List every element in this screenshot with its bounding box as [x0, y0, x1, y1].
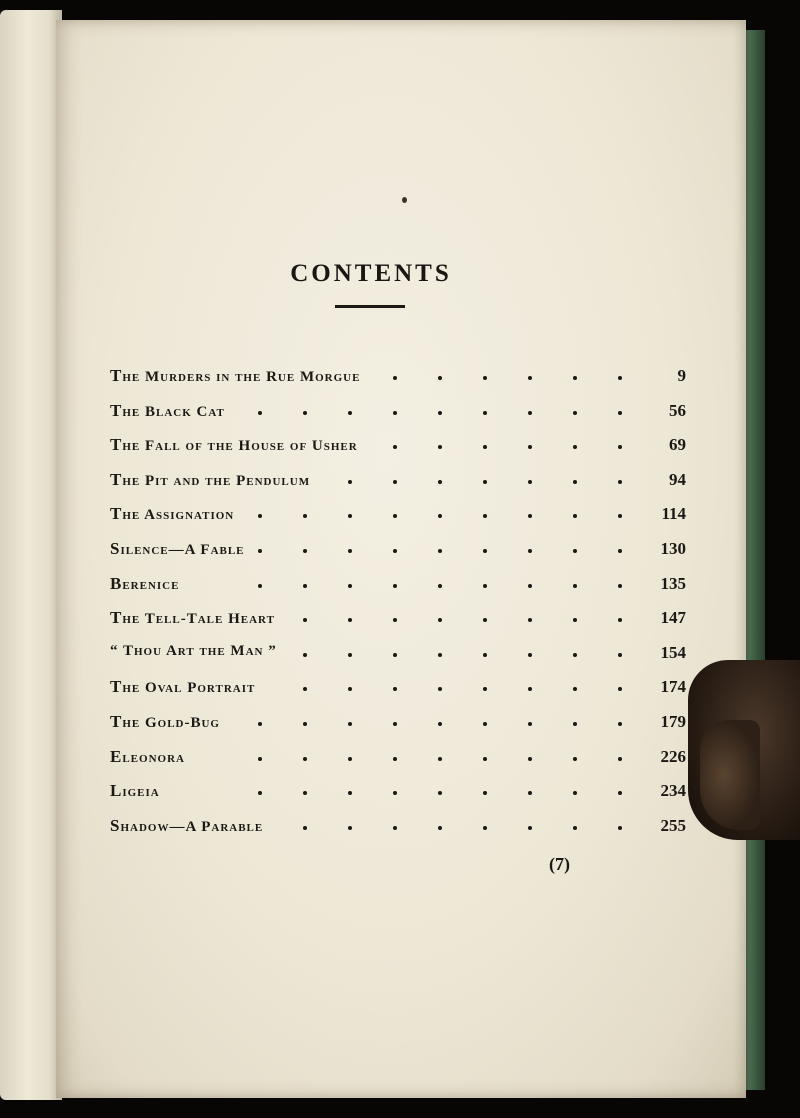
leader-dot — [258, 549, 262, 553]
leader-dot — [573, 514, 577, 518]
leader-dot — [618, 445, 622, 449]
leader-dot — [528, 480, 532, 484]
leader-dot — [573, 549, 577, 553]
leader-dot — [573, 376, 577, 380]
leader-dot — [438, 791, 442, 795]
leader-dot — [483, 411, 487, 415]
leader-dot — [618, 757, 622, 761]
leader-dot — [618, 411, 622, 415]
leader-dot — [618, 687, 622, 691]
entry-page: 114 — [661, 504, 686, 524]
leader-dot — [303, 653, 307, 657]
entry-page: 226 — [660, 746, 686, 766]
page-folio: (7) — [549, 854, 570, 874]
leader-dot — [348, 514, 352, 518]
entry-title: Ligeia — [110, 781, 160, 801]
leader-dot — [348, 722, 352, 726]
leader-dot — [528, 549, 532, 553]
leader-dot — [258, 791, 262, 795]
leader-dot — [528, 514, 532, 518]
leader-dot — [348, 826, 352, 830]
leader-dot — [393, 687, 397, 691]
ink-speck — [402, 197, 407, 203]
entry-page: 56 — [669, 400, 686, 420]
leader-dot — [618, 722, 622, 726]
leader-dot — [438, 445, 442, 449]
leader-dot — [393, 514, 397, 518]
leader-dot — [303, 618, 307, 622]
leader-dot — [258, 757, 262, 761]
leader-dot — [393, 722, 397, 726]
leader-dot — [438, 653, 442, 657]
entry-title: Silence—A Fable — [110, 538, 245, 558]
leader-dot — [348, 653, 352, 657]
leader-dot — [258, 584, 262, 588]
entry-title: Berenice — [110, 573, 180, 593]
leader-dot — [438, 376, 442, 380]
leader-dot — [618, 791, 622, 795]
toc-entry — [110, 393, 686, 428]
entry-page: 9 — [677, 366, 686, 385]
leader-dot — [528, 722, 532, 726]
leader-dot — [393, 376, 397, 380]
leader-dot — [258, 411, 262, 415]
leader-dot — [348, 480, 352, 484]
leader-dot — [393, 653, 397, 657]
toc-entry — [110, 358, 686, 393]
leader-dot — [303, 826, 307, 830]
toc-entry — [110, 704, 686, 739]
leader-dot — [573, 653, 577, 657]
leader-dot — [618, 826, 622, 830]
leader-dot — [348, 618, 352, 622]
toc-entry — [110, 739, 686, 774]
leader-dot — [393, 757, 397, 761]
leader-dot — [303, 514, 307, 518]
toc-entry — [110, 427, 686, 462]
leader-dot — [528, 687, 532, 691]
entry-title: Eleonora — [110, 746, 185, 766]
entry-title: The Tell-Tale Heart — [110, 608, 275, 628]
leader-dot — [393, 618, 397, 622]
entry-page: 147 — [660, 608, 686, 628]
leader-dot — [573, 618, 577, 622]
leader-dot — [528, 757, 532, 761]
leader-dot — [483, 445, 487, 449]
toc-entry — [110, 566, 686, 601]
leader-dot — [483, 584, 487, 588]
entry-title: The Fall of the House of Usher — [110, 435, 358, 455]
toc-entry — [110, 669, 686, 704]
heading-rule — [335, 305, 405, 308]
entry-page: 130 — [660, 538, 686, 558]
leader-dot — [618, 549, 622, 553]
leader-dot — [303, 791, 307, 795]
leader-dot — [303, 757, 307, 761]
table-of-contents — [110, 358, 686, 842]
toc-entry — [110, 773, 686, 808]
toc-entry — [110, 462, 686, 497]
leader-dot — [528, 411, 532, 415]
leader-dot — [573, 722, 577, 726]
leader-dot — [528, 376, 532, 380]
leader-dot — [348, 411, 352, 415]
leader-dot — [393, 584, 397, 588]
leader-dot — [573, 445, 577, 449]
leader-dot — [483, 618, 487, 622]
leader-dot — [348, 791, 352, 795]
facing-page-edge — [0, 10, 62, 1100]
leader-dot — [483, 480, 487, 484]
entry-title: The Murders in the Rue Morgue — [110, 366, 361, 385]
leader-dot — [438, 549, 442, 553]
toc-entry — [110, 496, 686, 531]
leader-dot — [303, 722, 307, 726]
leader-dot — [438, 480, 442, 484]
leader-dot — [483, 722, 487, 726]
leader-dot — [483, 376, 487, 380]
contents-heading: CONTENTS — [290, 260, 452, 287]
toc-entry — [110, 531, 686, 566]
entry-title: The Assignation — [110, 504, 235, 524]
toc-entry — [110, 635, 686, 670]
leader-dot — [618, 514, 622, 518]
leader-dot — [303, 549, 307, 553]
toc-entry — [110, 600, 686, 635]
leader-dot — [303, 411, 307, 415]
leader-dot — [483, 757, 487, 761]
leader-dot — [348, 687, 352, 691]
entry-title: The Pit and the Pendulum — [110, 469, 311, 489]
leader-dot — [393, 791, 397, 795]
leader-dot — [528, 826, 532, 830]
leader-dot — [618, 653, 622, 657]
leader-dot — [483, 514, 487, 518]
leader-dot — [393, 480, 397, 484]
entry-page: 255 — [660, 815, 686, 835]
leader-dot — [438, 687, 442, 691]
leader-dot — [438, 411, 442, 415]
leader-dot — [573, 826, 577, 830]
leader-dot — [573, 411, 577, 415]
leader-dot — [573, 584, 577, 588]
leader-dot — [618, 584, 622, 588]
leader-dot — [618, 376, 622, 380]
leader-dot — [573, 757, 577, 761]
entry-title: The Oval Portrait — [110, 677, 256, 697]
leader-dot — [483, 549, 487, 553]
leader-dot — [528, 618, 532, 622]
leader-dot — [573, 687, 577, 691]
leader-dot — [258, 722, 262, 726]
entry-page: 174 — [660, 677, 686, 697]
leader-dot — [618, 618, 622, 622]
leader-dot — [348, 549, 352, 553]
leader-dot — [438, 584, 442, 588]
entry-page: 135 — [660, 573, 686, 593]
leader-dot — [438, 826, 442, 830]
leader-dot — [483, 687, 487, 691]
entry-title: “ Thou Art the Man ” — [110, 642, 277, 659]
leader-dot — [393, 826, 397, 830]
leader-dot — [393, 411, 397, 415]
leader-dot — [348, 757, 352, 761]
entry-page: 179 — [660, 711, 686, 731]
leader-dot — [438, 618, 442, 622]
book-page — [56, 20, 746, 1098]
leader-dot — [393, 445, 397, 449]
toc-entry — [110, 808, 686, 843]
leader-dot — [438, 757, 442, 761]
leader-dot — [528, 653, 532, 657]
leader-dot — [303, 584, 307, 588]
leader-dot — [528, 791, 532, 795]
leader-dot — [438, 722, 442, 726]
entry-title: The Gold-Bug — [110, 711, 220, 731]
entry-title: Shadow—A Parable — [110, 815, 264, 835]
leader-dot — [348, 584, 352, 588]
leader-dot — [393, 549, 397, 553]
entry-page: 69 — [669, 435, 686, 455]
leader-dot — [618, 480, 622, 484]
leader-dot — [303, 687, 307, 691]
entry-page: 94 — [669, 469, 686, 489]
leader-dot — [258, 514, 262, 518]
entry-page: 234 — [660, 781, 686, 801]
leader-dot — [573, 791, 577, 795]
leader-dot — [528, 584, 532, 588]
leader-dot — [483, 653, 487, 657]
entry-title: The Black Cat — [110, 400, 225, 420]
holding-thumb-highlight — [700, 720, 760, 830]
leader-dot — [573, 480, 577, 484]
leader-dot — [483, 826, 487, 830]
entry-page: 154 — [660, 642, 686, 662]
leader-dot — [483, 791, 487, 795]
leader-dot — [438, 514, 442, 518]
leader-dot — [528, 445, 532, 449]
